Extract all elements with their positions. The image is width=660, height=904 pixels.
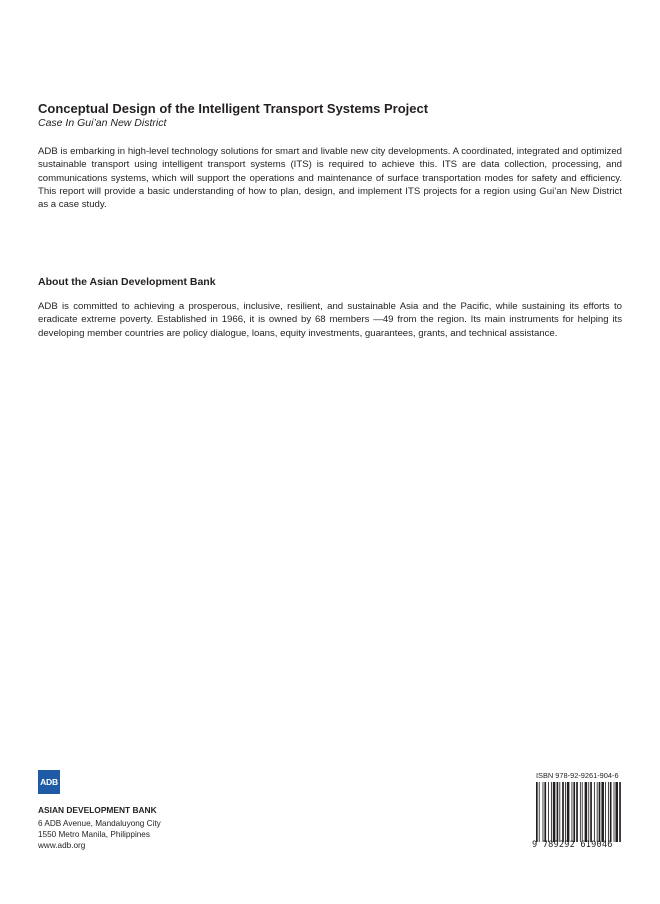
barcode-bar bbox=[597, 782, 598, 842]
address-line-website: www.adb.org bbox=[38, 841, 86, 851]
barcode-bar bbox=[551, 782, 552, 842]
barcode-bar bbox=[610, 782, 612, 842]
document-title: Conceptual Design of the Intelligent Transport Systems Project bbox=[38, 101, 429, 116]
barcode-bar bbox=[536, 782, 538, 842]
organization-name: ASIAN DEVELOPMENT BANK bbox=[38, 805, 157, 815]
barcode-bar bbox=[605, 782, 606, 842]
barcode-bar bbox=[590, 782, 592, 842]
about-text: ADB is committed to achieving a prosperous, inclusive, resilient, and sustainable Asia and the Pacific, while sustaining its efforts to eradicate extreme poverty. Established in 1966, it is owned by 68 members —49 from the region. Its main instruments for helping its developing member countries are policy dialogue, loans, equity investments, guarantees, grants, and technical assistance. bbox=[38, 301, 622, 339]
adb-logo-text: ADB bbox=[40, 777, 58, 787]
barcode-bar bbox=[594, 782, 595, 842]
barcode-bar bbox=[615, 782, 618, 842]
barcode-bar bbox=[559, 782, 560, 842]
barcode-bar bbox=[601, 782, 604, 842]
barcode-bar bbox=[585, 782, 588, 842]
isbn-barcode bbox=[536, 782, 622, 842]
about-heading: About the Asian Development Bank bbox=[38, 276, 216, 288]
barcode-bar bbox=[588, 782, 589, 842]
barcode-bar bbox=[580, 782, 581, 842]
barcode-bar bbox=[548, 782, 549, 842]
barcode-bar bbox=[567, 782, 570, 842]
address-line-city: 1550 Metro Manila, Philippines bbox=[38, 830, 150, 840]
barcode-bar bbox=[562, 782, 564, 842]
organization-address bbox=[38, 818, 161, 852]
barcode-bar bbox=[619, 782, 621, 842]
adb-logo bbox=[38, 770, 60, 794]
document-subtitle: Case In Gui’an New District bbox=[38, 117, 167, 129]
barcode-bar bbox=[572, 782, 573, 842]
barcode-bar bbox=[544, 782, 546, 842]
barcode-bar bbox=[614, 782, 615, 842]
barcode-bar bbox=[565, 782, 566, 842]
barcode-bar bbox=[539, 782, 540, 842]
barcode-bar bbox=[553, 782, 556, 842]
barcode-bar bbox=[543, 782, 544, 842]
barcode-bar bbox=[582, 782, 583, 842]
barcode-bar bbox=[599, 782, 601, 842]
barcode-bar bbox=[608, 782, 609, 842]
barcode-bar bbox=[576, 782, 578, 842]
address-line-street: 6 ADB Avenue, Mandaluyong City bbox=[38, 819, 161, 828]
isbn-label: ISBN 978-92-9261-904-6 bbox=[536, 771, 619, 780]
barcode-digits: 9 789292 619046 bbox=[532, 840, 613, 850]
document-summary: ADB is embarking in high-level technology solutions for smart and livable new city developments. A coordinated, integrated and optimized sustainable transport using intelligent transport systems (ITS) is required to achieve this. ITS are data collection, processing, and communications systems, which will support the operations and maintenance of surface transportation modes for safety and efficiency. This report will provide a basic understanding of how to plan, design, and implement ITS projects for a region using Gui’an New District as a case study. bbox=[38, 146, 622, 211]
barcode-bar bbox=[573, 782, 575, 842]
barcode-bar bbox=[557, 782, 559, 842]
